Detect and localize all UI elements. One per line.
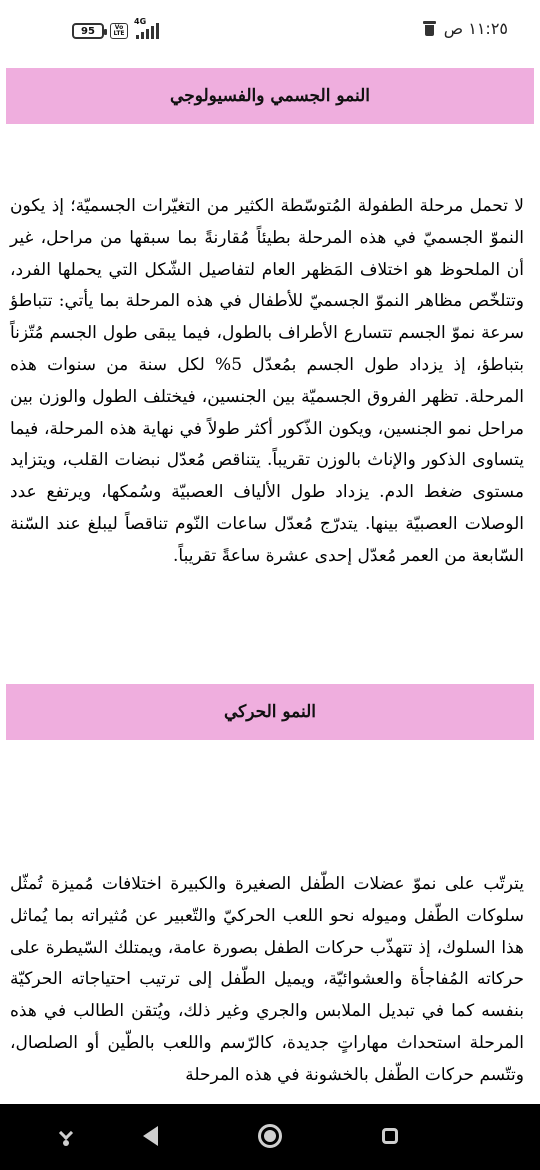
signal-bar: [136, 35, 139, 39]
navigation-bar: [0, 1104, 540, 1170]
battery-level: 95: [81, 25, 95, 37]
status-icons-right: [423, 19, 508, 38]
signal-bar: [151, 26, 154, 39]
article-content[interactable]: [0, 56, 540, 1104]
signal-bar: [146, 29, 149, 39]
back-icon[interactable]: [136, 1122, 164, 1150]
section-title: النمو الجسمي والفسيولوجي: [170, 86, 370, 106]
section-header-motor-growth: [6, 684, 534, 740]
status-time: ١١:٢٥ ص: [443, 19, 508, 38]
section-header-physical-growth: [6, 68, 534, 124]
volte-icon: [110, 23, 128, 39]
hide-keyboard-icon[interactable]: [52, 1122, 80, 1150]
recent-apps-icon[interactable]: [376, 1122, 404, 1150]
section-title: النمو الحركي: [223, 702, 317, 722]
signal-bar: [156, 23, 159, 39]
trash-icon: [423, 21, 436, 36]
volte-label: Vo LTE: [113, 24, 125, 37]
signal-icon: [134, 17, 159, 39]
status-icons-left: [72, 17, 159, 42]
section-paragraph-motor-growth: يترتّب على نموّ عضلات الطّفل الصغيرة والكبيرة اختلافات مُميزة تُمثّل سلوكات الطّفل وميوله نحو اللعب الحركيّ والتّعبير عن مُثيراته بما يُماثل هذا السلوك، إذ تتهذّب حركات الطفل بصورة عامة، ويمتلك السّيطرة على حركاته المُفاجأة والعشوائيّة، ويميل الطّفل إلى ترتيب احتياجاته الحركيّة بنفسه كما في تبديل الملابس والجري وغير ذلك، ويُتقن الطالب في هذه المرحلة استحداث مهاراتٍ جديدة، كالرّسم واللعب بالطّين أو الصلصال، وتتّسم حركات الطّفل بالخشونة في هذه المرحلة: [10, 874, 524, 1085]
section-paragraph-physical-growth: لا تحمل مرحلة الطفولة المُتوسّطة الكثير من التغيّرات الجسميّة؛ إذ يكون النموّ الجسميّ في هذه المرحلة بطيئاً مُقارنةً بما سبقها من مراحل، غير أن الملحوظ هو اختلاف المَظهر العام لتفاصيل الشّكل التي يحملها الفرد، وتتلخّص مظاهر النموّ الجسميّ للأطفال في هذه المرحلة بما يأتي: تتباطؤ سرعة نموّ الجسم تتسارع الأطراف بالطول، فيما يبقى طول الجسم مُتّزناً بتباطؤ، إذ يزداد طول الجسم بمُعدّل 5% لكل سنة من سنوات هذه المرحلة. تظهر الفروق الجسميّة بين الجنسين، فيختلف الطول والوزن بين مراحل نمو الجنسين، ويكون الذّكور أكثر طولاً في نهاية هذه المرحلة، فيما يتساوى الذكور والإناث بالوزن تقريباً. يتناقص مُعدّل نبضات القلب، ويتزايد مستوى ضغط الدم. يزداد طول الألياف العصبيّة وسُمكها، ويرتفع عدد الوصلات العصبيّة بينها. يتدرّج مُعدّل ساعات النّوم تناقصاً ليبلغ عند السّنة السّابعة من العمر مُعدّل إحدى عشرة ساعةً تقريباً.: [10, 196, 524, 566]
battery-icon: [72, 23, 104, 39]
signal-bar: [141, 32, 144, 39]
network-type: 4G: [134, 17, 147, 26]
home-icon[interactable]: [256, 1122, 284, 1150]
status-bar: [0, 0, 540, 56]
